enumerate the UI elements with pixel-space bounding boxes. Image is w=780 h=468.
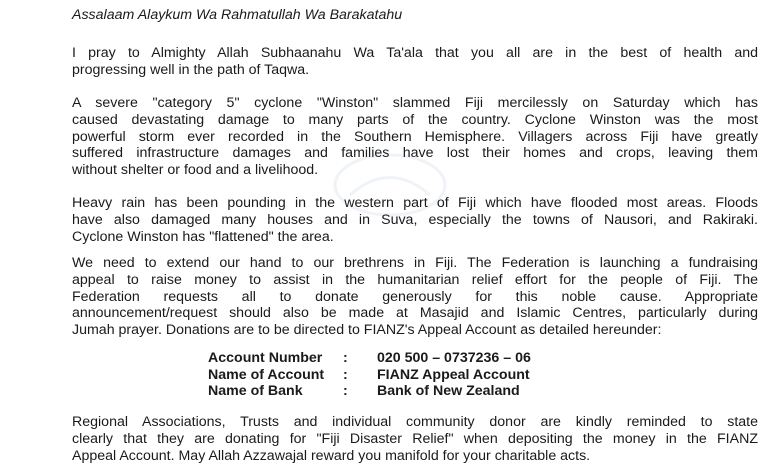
paragraph-prayer bbox=[72, 45, 758, 79]
account-separator: : bbox=[343, 383, 348, 399]
paragraph-line: have also damaged many houses and in Suva, especially the towns of Nausori, and Rakiraki. bbox=[72, 211, 758, 228]
paragraph-line: Federation requests all to donate generously for this noble cause. Appropriate bbox=[72, 288, 758, 305]
paragraph-appeal bbox=[72, 255, 758, 339]
paragraph-line: progressing well in the path of Taqwa. bbox=[72, 61, 310, 78]
account-row bbox=[208, 383, 531, 400]
paragraph-line: appeal to raise money to assist in the humanitarian relief effort for the people of Fiji. The bbox=[72, 271, 758, 288]
paragraph-line: Jumah prayer. Donations are to be directed to FIANZ's Appeal Account as detailed hereunder: bbox=[72, 322, 662, 339]
paragraph-line: We need to extend our hand to our brethrens in Fiji. The Federation is launching a fundraising bbox=[72, 255, 758, 271]
account-value: Bank of New Zealand bbox=[377, 383, 520, 399]
paragraph-line: I pray to Almighty Allah Subhaanahu Wa Ta'ala that you all are in the best of health and bbox=[72, 45, 758, 61]
paragraph-line: clearly that they are donating for "Fiji Disaster Relief" when depositing the money in the FIANZ bbox=[72, 430, 758, 447]
paragraph-cyclone bbox=[72, 95, 758, 179]
account-row bbox=[208, 367, 531, 384]
account-row bbox=[208, 350, 531, 367]
paragraph-line: Cyclone Winston has "flattened" the area. bbox=[72, 228, 334, 245]
paragraph-line: suffered infrastructure damages and families have lost their homes and crops, leaving them bbox=[72, 145, 758, 162]
account-separator: : bbox=[343, 366, 348, 383]
paragraph-line: announcement/request should also be made at Masajid and Islamic Centres, particularly during bbox=[72, 305, 758, 322]
paragraph-line: Heavy rain has been pounding in the western part of Fiji which have flooded most areas. Floods bbox=[72, 195, 758, 211]
paragraph-floods bbox=[72, 195, 758, 245]
account-label: Account Number bbox=[208, 350, 323, 366]
account-separator: : bbox=[343, 350, 348, 366]
paragraph-line: powerful storm ever recorded in the Southern Hemisphere. Villagers across Fiji have greatly bbox=[72, 128, 758, 145]
paragraph-line: Appeal Account. May Allah Azzawajal reward you manifold for your charitable acts. bbox=[72, 447, 591, 464]
account-label: Name of Bank bbox=[208, 383, 303, 399]
account-value: FIANZ Appeal Account bbox=[377, 366, 530, 383]
greeting: Assalaam Alaykum Wa Rahmatullah Wa Barakatahu bbox=[72, 7, 403, 23]
paragraph-line: Regional Associations, Trusts and individual community donor are kindly reminded to state bbox=[72, 414, 758, 430]
account-value: 020 500 – 0737236 – 06 bbox=[377, 350, 531, 366]
paragraph-line: A severe "category 5" cyclone "Winston" slammed Fiji mercilessly on Saturday which has bbox=[72, 95, 758, 111]
account-label: Name of Account bbox=[208, 366, 325, 383]
paragraph-reminder bbox=[72, 414, 758, 464]
paragraph-line: without shelter or food and a livelihood. bbox=[72, 162, 319, 179]
paragraph-line: caused devastating damage to many parts of the country. Cyclone Winston was the most bbox=[72, 111, 758, 128]
account-details-table bbox=[208, 350, 531, 400]
